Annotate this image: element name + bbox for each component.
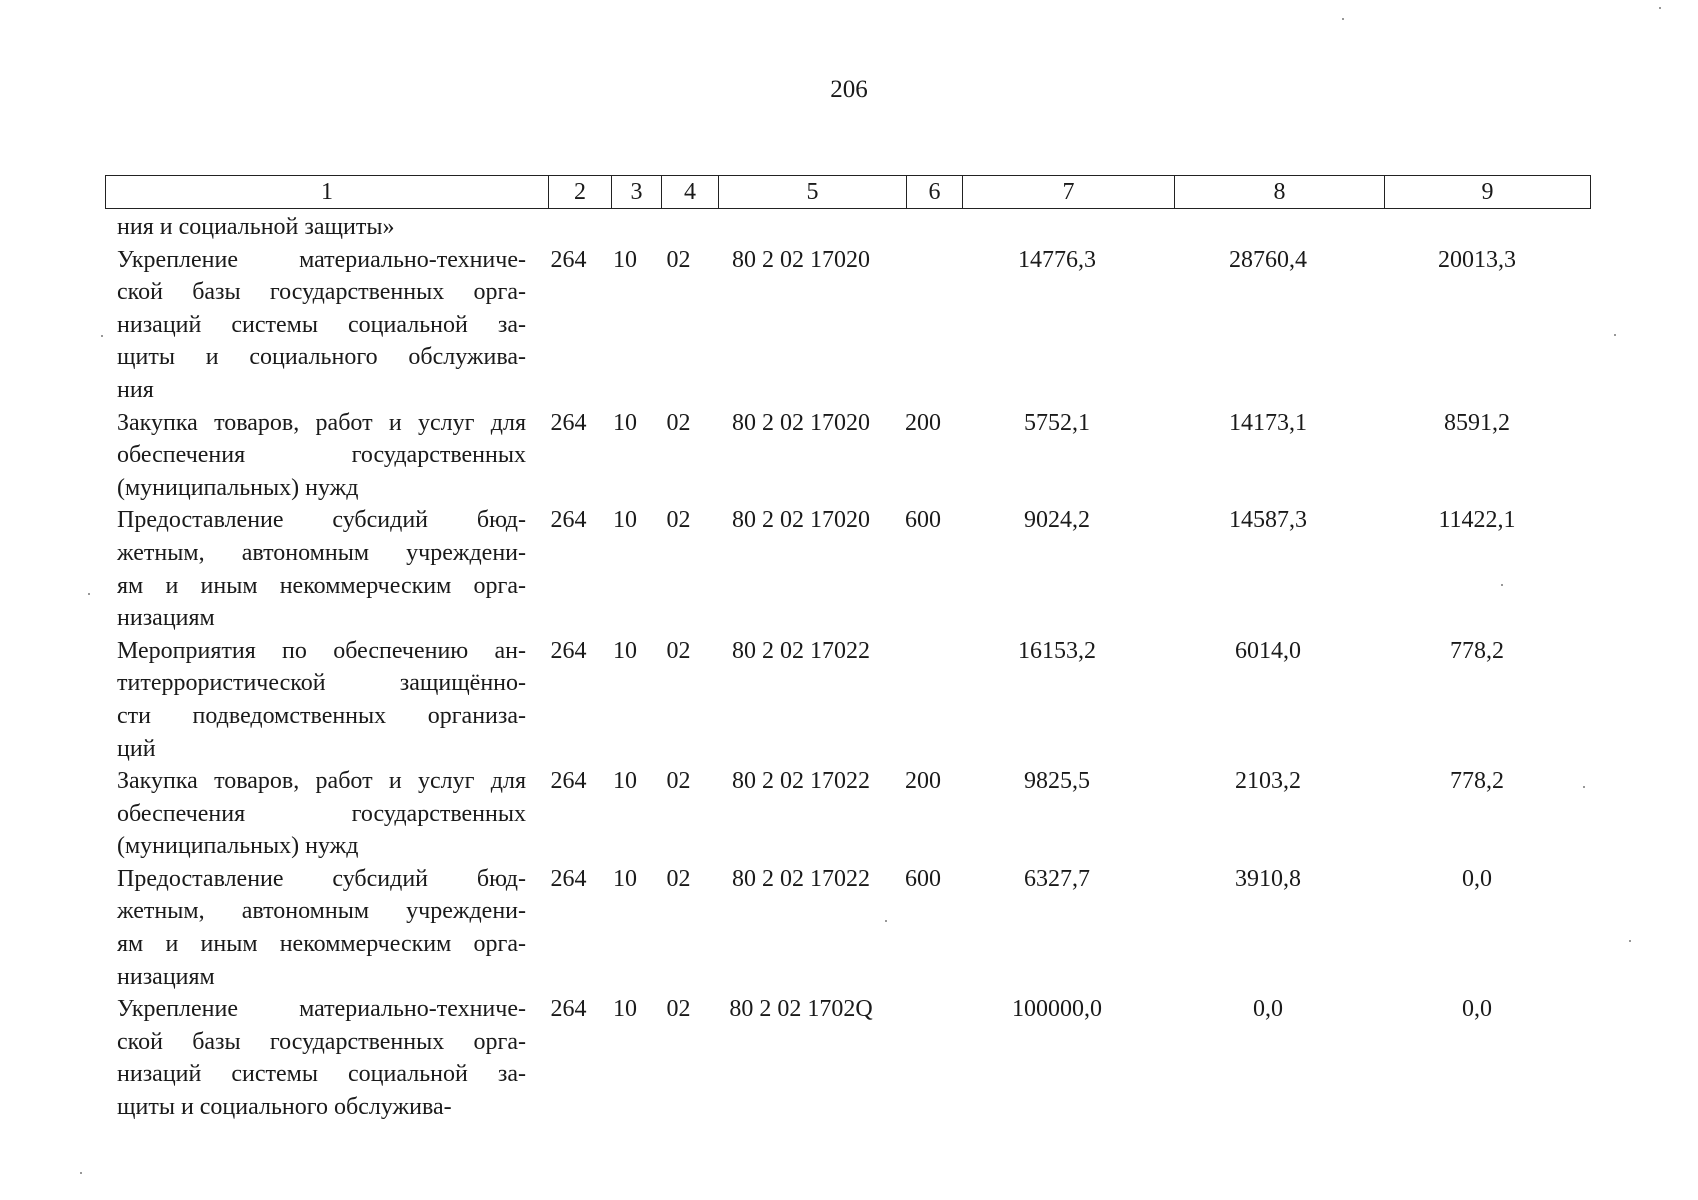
cell-col-3: 10	[613, 637, 637, 664]
scan-speck	[88, 593, 90, 595]
scan-speck	[1614, 334, 1616, 336]
cell-col-4: 02	[666, 507, 691, 534]
name-line: Предоставление субсидий бюд-	[117, 507, 526, 534]
column-header-9: 9	[1385, 176, 1591, 209]
cell-col-6	[895, 211, 951, 244]
cell-col-3: 10	[613, 865, 637, 892]
cell-col-5: 80 2 02 17022	[732, 768, 870, 795]
name-line: обеспечения государственных	[117, 800, 526, 827]
cell-col-9	[1373, 211, 1581, 244]
cell-col-8: 14587,3	[1229, 507, 1307, 534]
cell-col-8	[1163, 211, 1373, 244]
cell-col-2: 264	[550, 865, 587, 892]
cell-col-4	[650, 211, 707, 244]
cell-col-1-name	[105, 765, 537, 863]
table-row	[105, 765, 1590, 863]
scan-speck	[1501, 584, 1503, 586]
cell-col-8: 6014,0	[1235, 637, 1301, 664]
name-line: сти подведомственных организа-	[117, 702, 526, 729]
cell-col-1-name	[105, 244, 537, 407]
name-line: ям и иным некоммерческим орга-	[117, 931, 526, 958]
cell-col-7: 100000,0	[1012, 996, 1102, 1023]
cell-col-4: 02	[666, 409, 691, 436]
cell-col-9: 8591,2	[1444, 409, 1510, 436]
cell-col-5: 80 2 02 17020	[732, 507, 870, 534]
cell-col-8: 3910,8	[1235, 865, 1301, 892]
cell-col-4: 02	[666, 865, 691, 892]
cell-col-9: 0,0	[1462, 865, 1492, 892]
column-header-4: 4	[662, 176, 719, 209]
name-line: Предоставление субсидий бюд-	[117, 865, 526, 892]
cell-col-6	[895, 993, 951, 1123]
cell-col-4: 02	[666, 768, 691, 795]
name-line: низациям	[117, 605, 215, 632]
cell-col-1-name	[105, 407, 537, 505]
cell-col-5: 80 2 02 17020	[732, 246, 870, 273]
cell-col-4: 02	[666, 996, 691, 1023]
name-line: (муниципальных) нужд	[117, 833, 359, 860]
cell-col-9: 0,0	[1462, 996, 1492, 1023]
cell-col-7: 16153,2	[1018, 637, 1096, 664]
column-header-row	[105, 175, 1591, 209]
cell-col-8: 28760,4	[1229, 246, 1307, 273]
cell-col-9: 778,2	[1450, 768, 1504, 795]
cell-col-3: 10	[613, 246, 637, 273]
table-row	[105, 504, 1590, 634]
cell-col-8: 14173,1	[1229, 409, 1307, 436]
cell-col-2	[537, 211, 600, 244]
name-line: ям и иным некоммерческим орга-	[117, 572, 526, 599]
cell-col-6: 600	[905, 865, 941, 892]
name-line: ния и социальной защиты»	[117, 214, 395, 240]
name-line: обеспечения государственных	[117, 442, 526, 469]
table-row	[105, 635, 1590, 765]
cell-col-6: 600	[905, 507, 941, 534]
cell-col-2: 264	[550, 507, 587, 534]
name-line: ния	[117, 376, 154, 403]
cell-col-5: 80 2 02 17022	[732, 865, 870, 892]
scan-speck	[80, 1172, 82, 1174]
cell-col-2: 264	[550, 996, 587, 1023]
table-row	[105, 211, 1590, 244]
name-line: низациям	[117, 963, 215, 990]
cell-col-5: 80 2 02 17022	[732, 637, 870, 664]
cell-col-7	[951, 211, 1163, 244]
name-line: Мероприятия по обеспечению ан-	[117, 637, 526, 664]
cell-col-5: 80 2 02 17020	[732, 409, 870, 436]
cell-col-6	[895, 244, 951, 407]
name-line: Закупка товаров, работ и услуг для	[117, 409, 526, 436]
name-line: Укрепление материально-техниче-	[117, 996, 526, 1023]
cell-col-1-name	[105, 504, 537, 634]
page-number: 206	[830, 76, 868, 103]
column-header-2: 2	[549, 176, 612, 209]
column-header-7: 7	[963, 176, 1175, 209]
name-line: жетным, автономным учреждени-	[117, 539, 526, 566]
scan-speck	[1629, 940, 1631, 942]
cell-col-9: 20013,3	[1438, 246, 1516, 273]
cell-col-1-name	[105, 993, 537, 1123]
name-line: низаций системы социальной за-	[117, 1061, 526, 1088]
cell-col-3: 10	[613, 768, 637, 795]
name-line: жетным, автономным учреждени-	[117, 898, 526, 925]
table-body	[105, 211, 1590, 1124]
cell-col-2: 264	[550, 246, 587, 273]
cell-col-4: 02	[666, 246, 691, 273]
cell-col-1-name	[105, 211, 537, 244]
cell-col-8: 0,0	[1253, 996, 1283, 1023]
cell-col-3: 10	[613, 409, 637, 436]
cell-col-5	[707, 211, 895, 244]
name-line: ской базы государственных орга-	[117, 279, 526, 306]
cell-col-2: 264	[550, 637, 587, 664]
table-row	[105, 863, 1590, 993]
name-line: ской базы государственных орга-	[117, 1028, 526, 1055]
cell-col-4: 02	[666, 637, 691, 664]
scan-speck	[1342, 18, 1344, 20]
cell-col-7: 9024,2	[1024, 507, 1090, 534]
column-header-1: 1	[106, 176, 549, 209]
cell-col-6: 200	[905, 768, 941, 795]
column-header-3: 3	[612, 176, 662, 209]
name-line: щиты и социального обслужива-	[117, 1094, 452, 1121]
cell-col-9: 778,2	[1450, 637, 1504, 664]
column-header-6: 6	[907, 176, 963, 209]
cell-col-3: 10	[613, 507, 637, 534]
name-line: Закупка товаров, работ и услуг для	[117, 768, 526, 795]
name-line: низаций системы социальной за-	[117, 311, 526, 338]
cell-col-3: 10	[613, 996, 637, 1023]
cell-col-1-name	[105, 863, 537, 993]
scan-speck	[885, 920, 887, 922]
name-line: (муниципальных) нужд	[117, 474, 359, 501]
cell-col-6	[895, 635, 951, 765]
name-line: титеррористической защищённо-	[117, 670, 526, 697]
scan-speck	[101, 335, 103, 337]
cell-col-8: 2103,2	[1235, 768, 1301, 795]
table-row	[105, 244, 1590, 407]
column-header-8: 8	[1175, 176, 1385, 209]
cell-col-9: 11422,1	[1438, 507, 1516, 534]
cell-col-6: 200	[905, 409, 941, 436]
name-line: Укрепление материально-техниче-	[117, 246, 526, 273]
cell-col-7: 9825,5	[1024, 768, 1090, 795]
cell-col-1-name	[105, 635, 537, 765]
cell-col-7: 14776,3	[1018, 246, 1096, 273]
name-line: ций	[117, 735, 156, 762]
cell-col-2: 264	[550, 768, 587, 795]
cell-col-7: 6327,7	[1024, 865, 1090, 892]
table-row	[105, 407, 1590, 505]
cell-col-3	[600, 211, 650, 244]
column-header-5: 5	[719, 176, 907, 209]
table-row	[105, 993, 1590, 1123]
scan-speck	[1583, 786, 1585, 788]
cell-col-2: 264	[550, 409, 587, 436]
name-line: щиты и социального обслужива-	[117, 344, 526, 371]
cell-col-5: 80 2 02 1702Q	[729, 996, 873, 1023]
scan-speck	[1659, 7, 1661, 9]
cell-col-7: 5752,1	[1024, 409, 1090, 436]
